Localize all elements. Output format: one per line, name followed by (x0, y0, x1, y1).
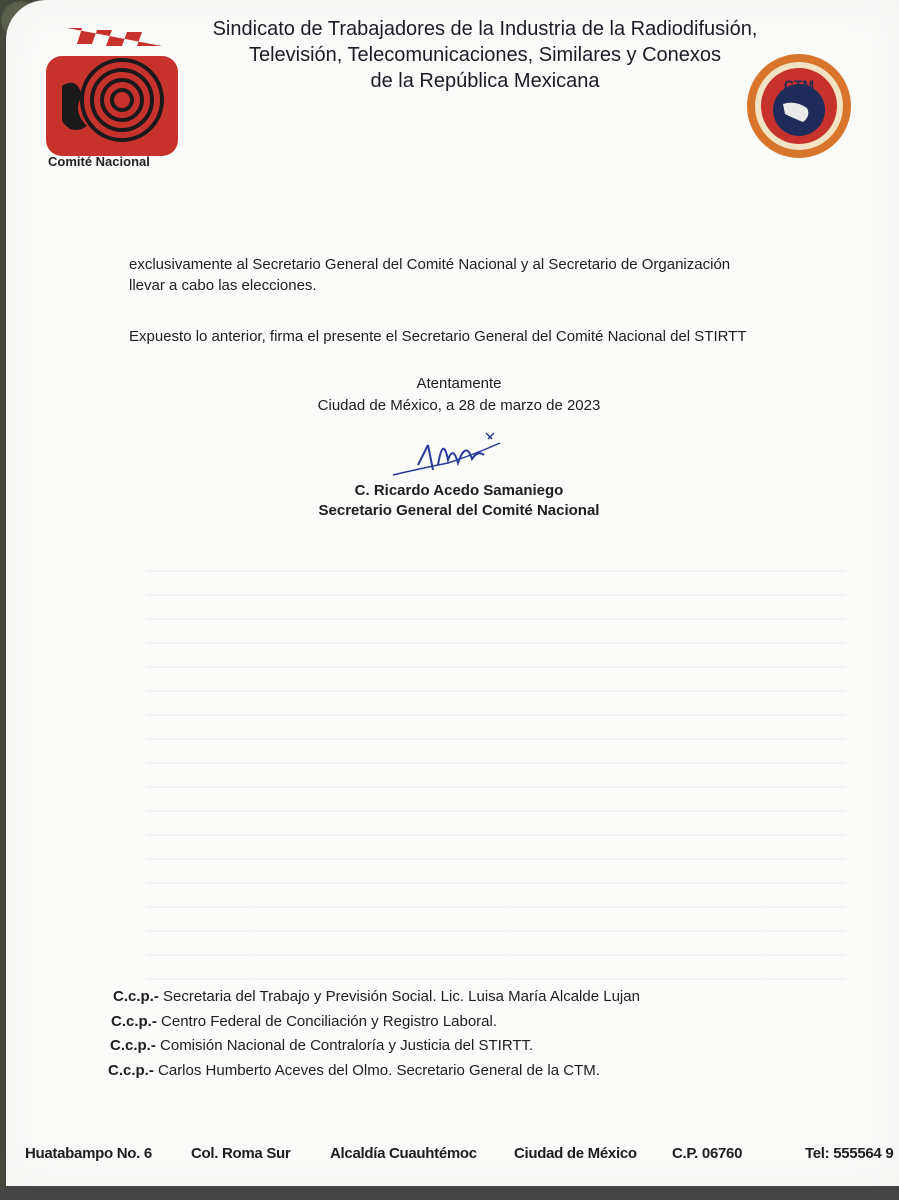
logo-label: Comité Nacional (48, 154, 150, 169)
signer-title: Secretario General del Comité Nacional (318, 502, 600, 519)
handwritten-signature (388, 425, 508, 485)
ccp-text: Comisión Nacional de Contraloría y Justicia del STIRTT. (160, 1037, 534, 1054)
letterhead-line-3: de la República Mexicana (370, 70, 600, 92)
footer-cp: C.P. 06760 (672, 1145, 743, 1162)
ccp-prefix: C.c.p.- (110, 1037, 156, 1054)
footer-tel: Tel: 555564 9 (805, 1145, 894, 1162)
ccp-text: Carlos Humberto Aceves del Olmo. Secretario General de la CTM. (158, 1062, 600, 1079)
signer-name: C. Ricardo Acedo Samaniego (354, 482, 564, 499)
closing: Atentamente (416, 375, 502, 392)
ccp-prefix: C.c.p.- (113, 988, 159, 1005)
letterhead-line-1: Sindicato de Trabajadores de la Industria de la Radiodifusión, (212, 18, 758, 40)
ccp-prefix: C.c.p.- (108, 1062, 154, 1079)
footer-colonia: Col. Roma Sur (191, 1145, 291, 1162)
place-date: Ciudad de México, a 28 de marzo de 2023 (317, 397, 601, 414)
comite-nacional-logo (42, 16, 182, 176)
paragraph-1-line-2: llevar a cabo las elecciones. (129, 277, 317, 294)
ccp-line-1 (113, 987, 640, 1007)
ccp-prefix: C.c.p.- (111, 1013, 157, 1030)
ccp-text: Secretaria del Trabajo y Previsión Social. Lic. Luisa María Alcalde Lujan (163, 988, 640, 1005)
letterhead-line-2: Televisión, Telecomunicaciones, Similares y Conexos (248, 44, 722, 66)
paragraph-1 (129, 254, 730, 296)
footer-alcaldia: Alcaldía Cuauhtémoc (330, 1145, 477, 1162)
paragraph-2: Expuesto lo anterior, firma el presente el Secretario General del Comité Nacional del STIRTT (129, 328, 747, 345)
letterhead-title (205, 16, 765, 94)
ccp-line-2 (111, 1012, 497, 1032)
ccp-line-4 (108, 1061, 600, 1081)
ccp-line-3 (110, 1036, 533, 1056)
document-page (6, 0, 899, 1186)
ctm-logo-label: CTM (783, 77, 815, 93)
footer-city: Ciudad de México (514, 1145, 637, 1162)
ctm-logo (745, 52, 853, 160)
reverse-bleed-through (146, 560, 846, 980)
bottom-edge (0, 1186, 899, 1200)
paragraph-1-line-1: exclusivamente al Secretario General del Comité Nacional y al Secretario de Organización (129, 256, 731, 273)
ccp-text: Centro Federal de Conciliación y Registro Laboral. (161, 1013, 498, 1030)
footer-street: Huatabampo No. 6 (25, 1145, 152, 1162)
